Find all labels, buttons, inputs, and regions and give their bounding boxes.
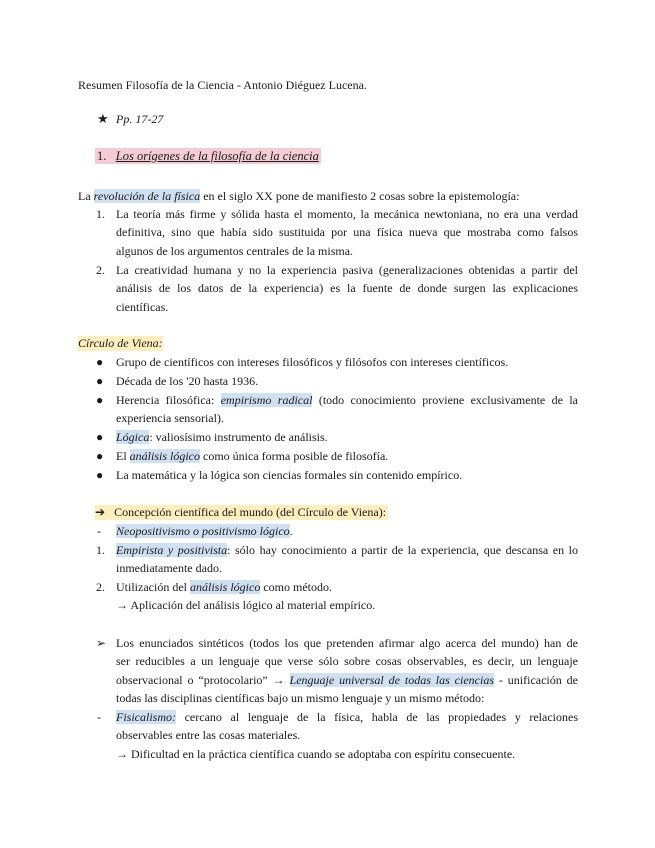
list-item-line: científicas. [116,300,169,314]
highlight-analisis: análisis lógico [129,449,201,463]
bullet-dot: ● [96,430,104,444]
enunciados-line: Los enunciados sintéticos (todos los que pretenden afirmar algo acerca del mundo) han de [116,636,578,650]
section-heading [95,149,321,164]
circulo-heading: Círculo de Viena: [78,336,163,350]
dash-marker: - [97,524,101,538]
arrowhead-bullet-icon: ➢ [96,636,107,650]
pages-reference: Pp. 17-27 [116,112,164,126]
concepcion-dash-item: Neopositivismo o positivismo lógico. [116,524,293,538]
circulo-bullet-cont: experiencia sensorial). [116,411,224,425]
list-number: 2. [96,580,105,594]
list-number: 1. [96,207,105,221]
list-item-line: definitiva, sino que había sido sustituida por una física nueva que mostraba como falsos [116,225,578,239]
highlight-empirista: Empirista y positivista [116,543,228,557]
arrow-right-icon: ➔ [95,505,106,519]
bullet-dot: ● [96,374,104,388]
section-number: 1. [97,149,107,163]
highlight-logica: Lógica [116,430,150,444]
enunciados-line: todas las disciplinas científicas bajo un mismo lenguaje y un mismo método: [116,691,485,705]
intro-paragraph: La revolución de la física en el siglo XX pone de manifiesto 2 cosas sobre la epistemología: [78,189,520,203]
list-number: 2. [96,263,105,277]
fisicalismo-subitem: → Dificultad en la práctica científica cuando se adoptaba con espíritu consecuente. [116,747,516,761]
dash-marker: - [97,710,101,724]
bullet-dot: ● [96,355,104,369]
concepcion-item-cont: inmediatamente dado. [116,561,222,575]
enunciados-line: observacional o “protocolario” → Lenguaje universal de todas las ciencias - unificación de [116,673,578,687]
circulo-bullet: Grupo de científicos con intereses filosóficos y filósofos con intereses científicos. [116,355,509,369]
star-icon: ★ [97,111,109,126]
bullet-dot: ● [96,468,104,482]
circulo-bullet: La matemática y la lógica son ciencias formales sin contenido empírico. [116,468,463,482]
highlight-analisis-logico: análisis lógico [189,580,261,594]
section-title: Los orígenes de la filosofía de la ciencia [115,149,319,163]
bullet-dot: ● [96,393,104,407]
enunciados-line: ser reducibles a un lenguaje que verse sólo sobre cosas observables, es decir, un lenguaje [116,654,578,668]
list-number: 1. [96,543,105,557]
concepcion-item: Utilización del análisis lógico como método. [116,580,332,594]
list-item-line: análisis de los datos de la experiencia) es la fuente de donde surgen las explicaciones [116,281,578,295]
document-title: Resumen Filosofía de la Ciencia - Antonio Diéguez Lucena. [78,78,367,92]
concepcion-subitem: → Aplicación del análisis lógico al material empírico. [116,598,376,612]
highlight-lenguaje-universal: Lenguaje universal de todas las ciencias [289,673,494,687]
circulo-bullet: Lógica: valiosísimo instrumento de análisis. [116,430,328,444]
list-item-line: La teoría más firme y sólida hasta el momento, la mecánica newtoniana, no era una verdad [116,207,578,221]
circulo-bullet: El análisis lógico como única forma posible de filosofía. [116,449,389,463]
concepcion-heading: ➔ Concepción científica del mundo (del Círculo de Viena): [95,505,387,519]
highlight-empirismo: empirismo radical [220,393,313,407]
highlight-neopositivismo: Neopositivismo o positivismo lógico [116,524,290,538]
highlight-revolucion: revolución de la física [93,189,201,203]
circulo-bullet: Década de los '20 hasta 1936. [116,374,259,388]
bullet-dot: ● [96,449,104,463]
list-item-line: algunos de los argumentos centrales de la misma. [116,244,354,258]
fisicalismo-line: observables entre las cosas materiales. [116,728,301,742]
circulo-bullet: Herencia filosófica: empirismo radical (todo conocimiento proviene exclusivamente de la [116,393,578,407]
fisicalismo-line: Fisicalismo: cercano al lenguaje de la física, habla de las propiedades y relaciones [116,710,578,724]
list-item-line: La creatividad humana y no la experiencia pasiva (generalizaciones obtenidas a partir del [116,263,578,277]
concepcion-item: Empirista y positivista: sólo hay conocimiento a partir de la experiencia, que descansa en lo [116,543,579,557]
highlight-fisicalismo: Fisicalismo: [116,710,176,724]
